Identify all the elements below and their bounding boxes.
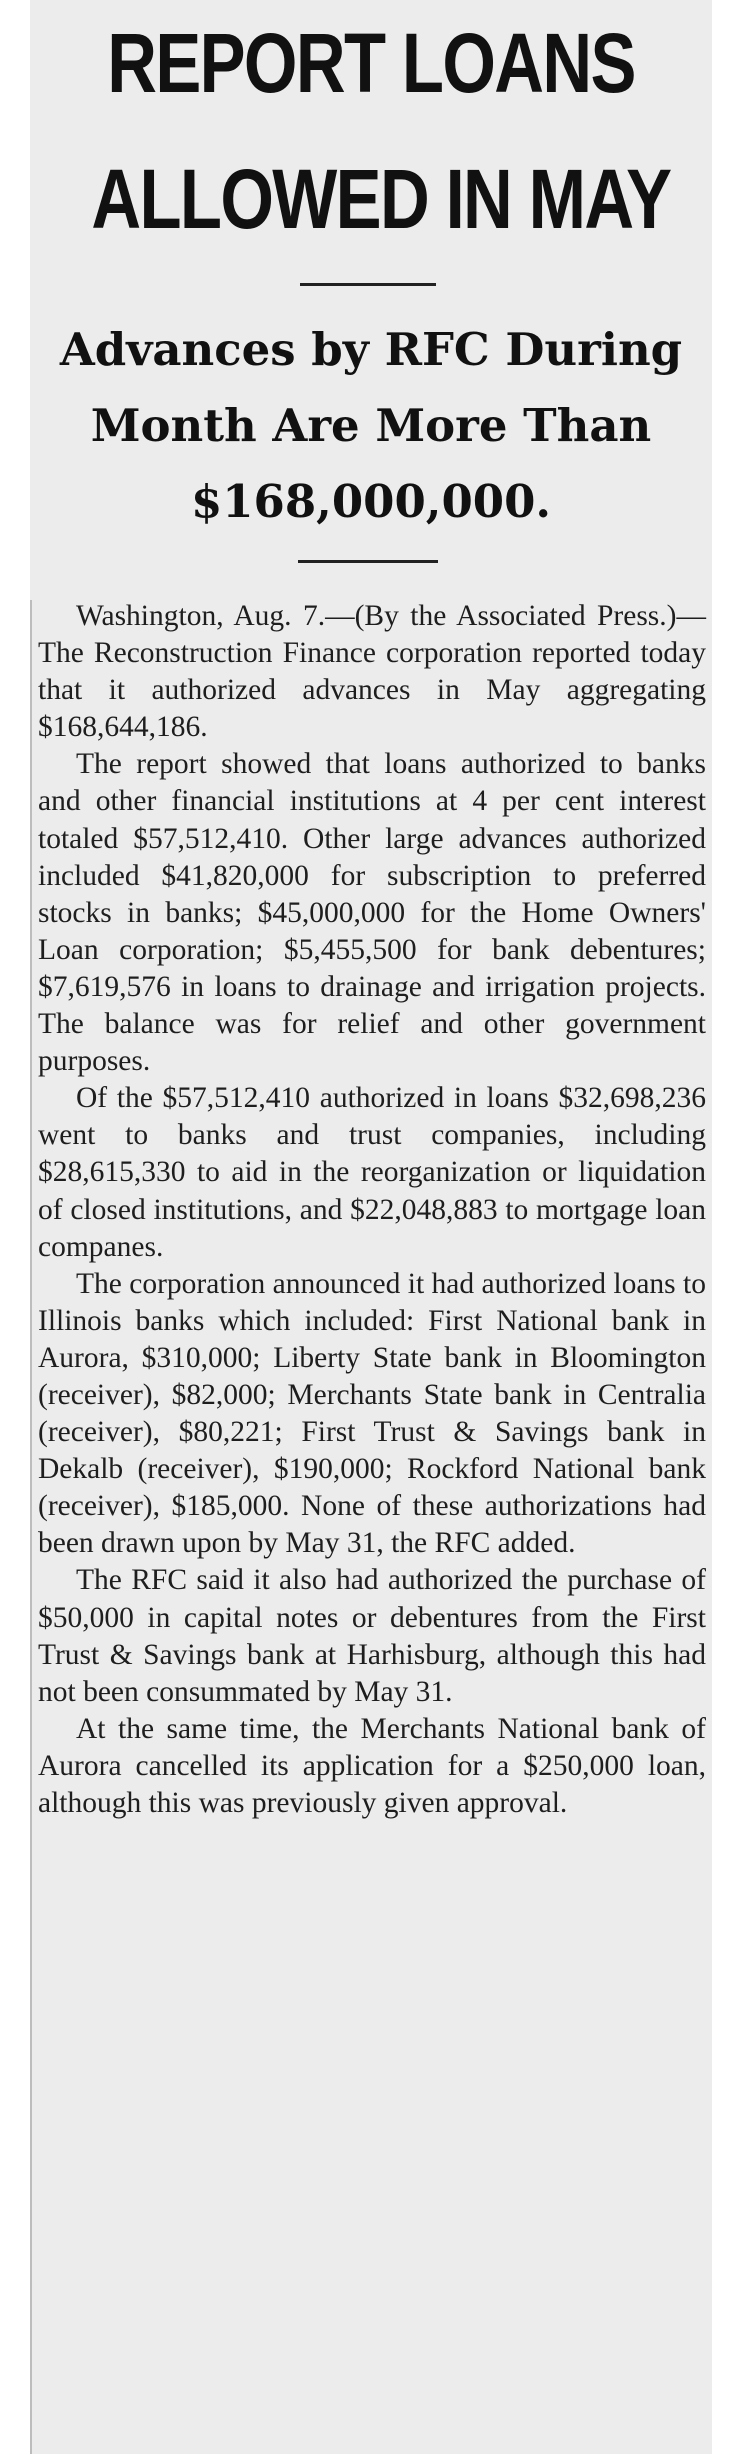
headline-line-2: ALLOWED IN MAY: [91, 152, 671, 246]
paragraph-cancellation: At the same time, the Merchants National bank of Aurora cancelled its application for a $250,000 loan, although this was previously given approval.: [38, 1712, 706, 1819]
headline-divider: [300, 283, 436, 286]
paragraph-illinois-banks: The corporation announced it had authorized loans to Illinois banks which included: First National bank in Aurora, $310,000; Liberty State bank in Bloomington (receiver), $82,000; Merchants State bank in Centralia (receiver), $80,221; First Trust & Savings bank in Dekalb (receiver), $190,000; Rockford National bank (receiver), $185,000. None of these authorizations had been drawn upon by May 31, the RFC added.: [38, 1267, 706, 1560]
paragraph-dateline: Washington, Aug. 7.—(By the Associated Press.)—The Reconstruction Finance corporation reported today that it authorized advances in May aggregating $168,644,186.: [38, 600, 706, 744]
deck-divider: [298, 560, 438, 563]
paragraph-loans-breakdown: Of the $57,512,410 authorized in loans $32,698,236 went to banks and trust companies, including $28,615,330 to aid in the reorganization or liquidation of closed institutions, and $22,048,883 to mortgage loan companes.: [38, 1082, 706, 1263]
subheadline-deck: [30, 312, 712, 540]
headline-line-1: REPORT LOANS: [107, 16, 635, 110]
article-body: [38, 598, 706, 1822]
deck-line-1: Advances by RFC During: [59, 323, 683, 376]
paragraph-capital-notes: The RFC said it also had authorized the purchase of $50,000 in capital notes or debentures from the First Trust & Savings bank at Harhisburg, although this had not been consummated by May 31.: [38, 1564, 706, 1708]
paragraph-report: The report showed that loans authorized to banks and other financial institutions at 4 per cent interest totaled $57,512,410. Other large advances authorized included $41,820,000 for subscription to preferred stocks in banks; $45,000,000 for the Home Owners' Loan corporation; $5,455,500 for bank debentures; $7,619,576 in loans to drainage and irrigation projects. The balance was for relief and other government purposes.: [38, 748, 706, 1078]
deck-line-2: Month Are More Than: [90, 399, 652, 452]
deck-line-3: $168,000,000.: [190, 475, 552, 528]
column-edge-rule: [30, 600, 32, 2454]
